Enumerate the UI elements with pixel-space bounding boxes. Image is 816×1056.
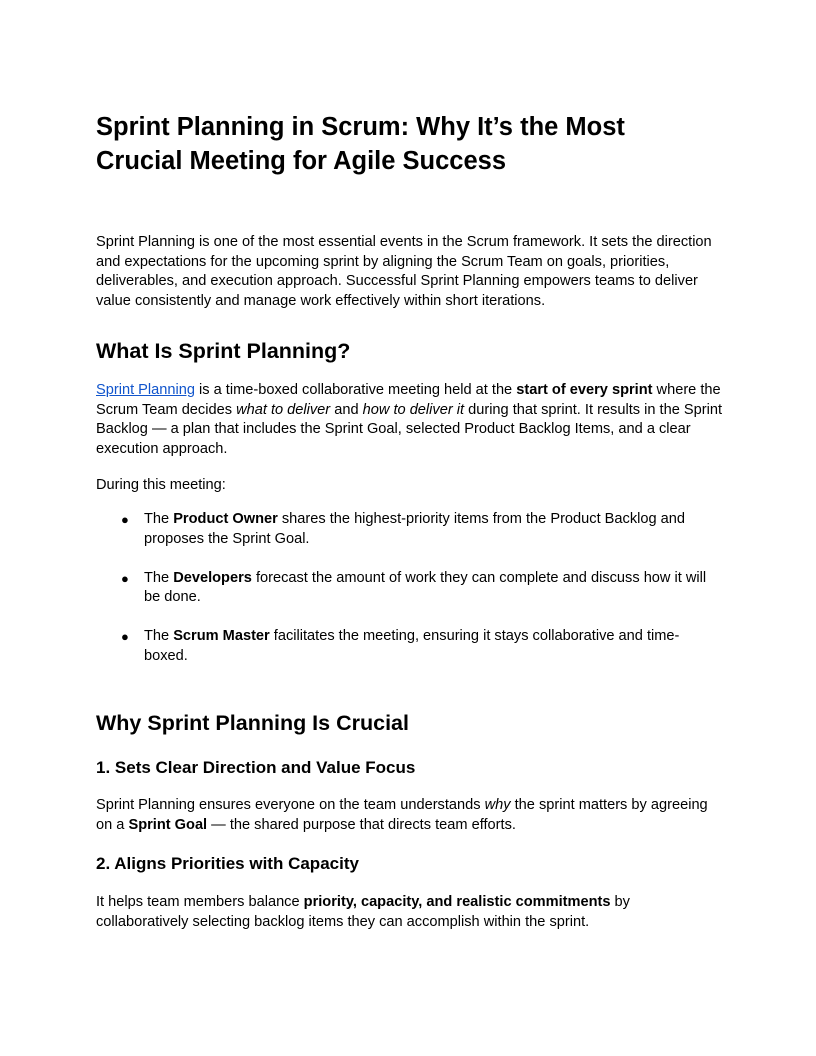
subheading-priorities: 2. Aligns Priorities with Capacity (96, 854, 359, 873)
during-meeting-text: During this meeting: (96, 477, 226, 493)
direction-italic: why (484, 797, 511, 813)
definition-text-4: during that sprint. It results in the Sprint Backlog — a plan that includes the Sprint Goal, selected Product Backlog Items, and a clear execution approach. (96, 401, 722, 457)
list-item (96, 627, 704, 666)
roles-list (96, 510, 724, 666)
direction-bold: Sprint Goal (128, 816, 208, 833)
intro-text: Sprint Planning is one of the most essential events in the Scrum framework. It sets the direction and expectations for the upcoming sprint by aligning the Scrum Team on goals, priorities, deliverables, and execution approach. Successful Sprint Planning empowers teams to deliver value consistently and manage work effectively within short iterations. (96, 234, 712, 309)
bullet-icon: ● (121, 512, 129, 527)
list-item-prefix: The (144, 569, 174, 586)
priorities-text (96, 893, 724, 932)
definition-text-3: and (330, 401, 363, 418)
direction-text-1: Sprint Planning ensures everyone on the team understands (96, 797, 485, 813)
list-item-prefix: The (144, 628, 174, 644)
list-item (96, 510, 724, 549)
definition-italic-2: how to deliver it (362, 401, 465, 418)
definition-text-2: where the Scrum Team decides (96, 382, 721, 418)
definition-text (96, 381, 724, 459)
bullet-icon: ● (121, 629, 129, 644)
definition-text-1: is a time-boxed collaborative meeting held at the (194, 382, 517, 398)
list-item-role: Developers (173, 569, 252, 586)
priorities-paragraph (96, 893, 724, 932)
sprint-planning-link[interactable]: Sprint Planning (96, 382, 195, 398)
section-heading-why-crucial: Why Sprint Planning Is Crucial (96, 711, 409, 735)
definition-italic-1: what to deliver (236, 401, 331, 418)
definition-bold-1: start of every sprint (516, 382, 653, 398)
list-item-prefix: The (144, 511, 174, 527)
priorities-text-1: It helps team members balance (96, 894, 304, 910)
direction-text-2: the sprint matters by agreeing on a (96, 797, 708, 833)
list-item (96, 569, 724, 608)
direction-paragraph (96, 796, 724, 835)
list-item-text: forecast the amount of work they can complete and discuss how it will be done. (144, 569, 707, 605)
direction-text (96, 796, 724, 835)
intro-paragraph (96, 233, 724, 311)
list-item-text: shares the highest-priority items from the Product Backlog and proposes the Sprint Goal. (144, 511, 686, 547)
list-item-role: Scrum Master (173, 628, 270, 644)
priorities-text-2: by collaboratively selecting backlog items they can accomplish within the sprint. (96, 894, 630, 930)
direction-text-3: — the shared purpose that directs team efforts. (207, 816, 516, 833)
priorities-bold: priority, capacity, and realistic commitments (303, 894, 611, 910)
bullet-icon: ● (121, 570, 129, 586)
definition-paragraph (96, 381, 724, 459)
document-title: Sprint Planning in Scrum: Why It’s the Most Crucial Meeting for Agile Success (96, 113, 625, 175)
list-item-text: facilitates the meeting, ensuring it stays collaborative and time-boxed. (144, 628, 680, 664)
subheading-direction: 1. Sets Clear Direction and Value Focus (96, 758, 416, 777)
section-heading-what-is: What Is Sprint Planning? (96, 339, 351, 363)
during-meeting-intro (96, 476, 724, 496)
list-item-role: Product Owner (173, 511, 278, 527)
